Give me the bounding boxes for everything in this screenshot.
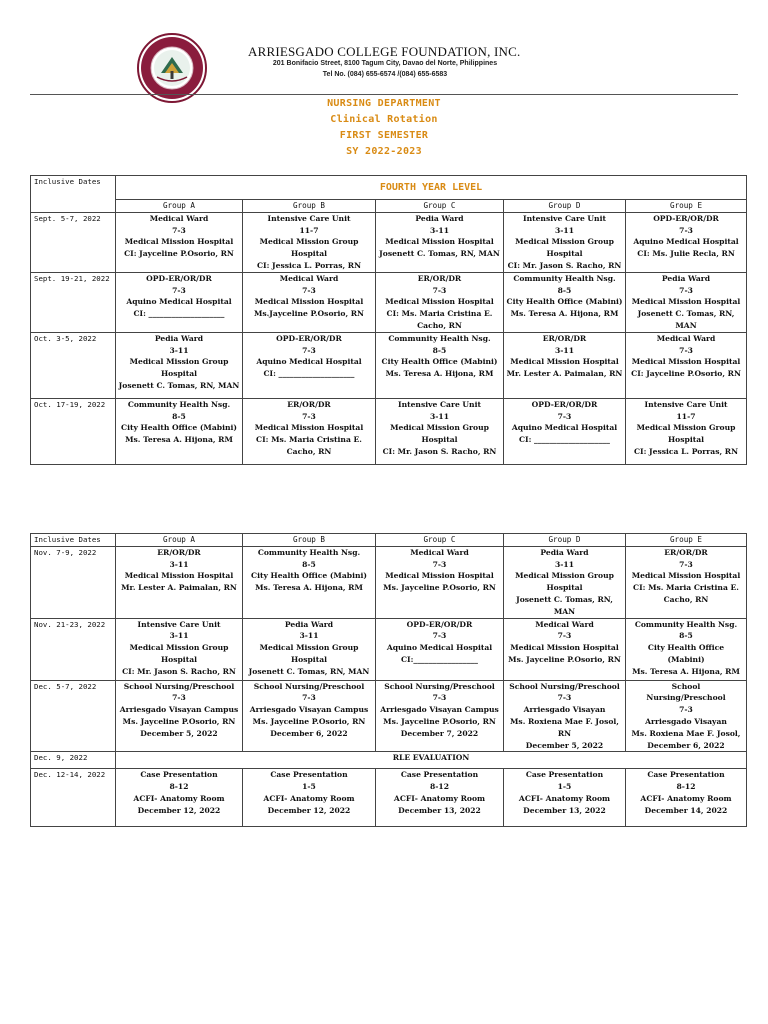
rotation-cell: Medical Ward 7-3 Medical Mission Hospital CI: Jayceline P.Osorio, RN (116, 212, 243, 272)
header-divider (30, 94, 738, 95)
row-date: Dec. 5-7, 2022 (31, 680, 116, 752)
rotation-cell: Community Health Nsg. 8-5 City Health Office (Mabini) Ms. Teresa A. Hijona, RM (626, 618, 747, 680)
rotation-cell: Pedia Ward 3-11 Medical Mission Hospital Josenett C. Tomas, RN, MAN (376, 212, 504, 272)
rotation-cell: Case Presentation 1-5 ACFI- Anatomy Room December 12, 2022 (243, 769, 376, 827)
department-title: NURSING DEPARTMENT (327, 98, 441, 109)
rotation-cell: Community Health Nsg. 8-5 City Health Office (Mabini) Ms. Teresa A. Hijona, RM (376, 332, 504, 398)
group-b-header: Group B (243, 534, 376, 547)
table-row (31, 272, 747, 332)
table-row (31, 398, 747, 464)
rotation-cell: ER/OR/DR 7-3 Medical Mission Hospital CI: Ms. Maria Cristina E. Cacho, RN (243, 398, 376, 464)
rotation-cell: Pedia Ward 3-11 Medical Mission Group Hospital Josenett C. Tomas, RN, MAN (243, 618, 376, 680)
group-e-header: Group E (626, 200, 747, 213)
rotation-cell: ER/OR/DR 7-3 Medical Mission Hospital CI: Ms. Maria Cristina E. Cacho, RN (376, 272, 504, 332)
rotation-cell: School Nursing/Preschool 7-3 Arriesgado Visayan Campus Ms. Jayceline P.Osorio, RN December 7, 2022 (376, 680, 504, 752)
inclusive-dates-header: Inclusive Dates (31, 534, 116, 547)
table-row (31, 332, 747, 398)
rotation-cell: ER/OR/DR 3-11 Medical Mission Hospital Mr. Lester A. Paimalan, RN (116, 546, 243, 618)
semester-title: FIRST SEMESTER (339, 130, 429, 141)
table-row (31, 752, 747, 769)
rotation-cell: School Nursing/Preschool 7-3 Arriesgado Visayan Campus Ms. Jayceline P.Osorio, RN December 6, 2022 (243, 680, 376, 752)
rotation-cell: OPD-ER/OR/DR 7-3 Aquino Medical Hospital CI: ____________________ (504, 398, 626, 464)
rotation-cell: Medical Ward 7-3 Medical Mission Hospital Ms. Jayceline P.Osorio, RN (504, 618, 626, 680)
rotation-cell: Case Presentation 8-12 ACFI- Anatomy Room December 13, 2022 (376, 769, 504, 827)
group-e-header: Group E (626, 534, 747, 547)
row-date: Dec. 12-14, 2022 (31, 769, 116, 827)
group-b-header: Group B (243, 200, 376, 213)
group-d-header: Group D (504, 534, 626, 547)
rotation-cell: OPD-ER/OR/DR 7-3 Aquino Medical Hospital CI: ____________________ (116, 272, 243, 332)
rotation-cell: Intensive Care Unit 3-11 Medical Mission Group Hospital CI: Mr. Jason S. Racho, RN (504, 212, 626, 272)
row-date: Nov. 7-9, 2022 (31, 546, 116, 618)
inclusive-dates-header: Inclusive Dates (31, 176, 116, 213)
school-telephone: Tel No. (084) 655-6574 /(084) 655-6583 (322, 71, 448, 78)
rotation-cell: Case Presentation 1-5 ACFI- Anatomy Room December 13, 2022 (504, 769, 626, 827)
group-c-header: Group C (376, 534, 504, 547)
rotation-cell: Intensive Care Unit 11-7 Medical Mission Group Hospital CI: Jessica L. Porras, RN (243, 212, 376, 272)
rotation-table-2 (30, 533, 747, 827)
rotation-cell: School Nursing/Preschool 7-3 Arriesgado Visayan Ms. Roxiena Mae F. Josol, RN December 5, 2022 (504, 680, 626, 752)
college-seal-icon (137, 33, 207, 103)
rotation-cell: Community Health Nsg. 8-5 City Health Office (Mabini) Ms. Teresa A. Hijona, RM (504, 272, 626, 332)
rotation-cell: OPD-ER/OR/DR 7-3 Aquino Medical Hospital CI:_________________ (376, 618, 504, 680)
rotation-cell: School Nursing/Preschool 7-3 Arriesgado Visayan Ms. Roxiena Mae F. Josol, December 6, 2022 (626, 680, 747, 752)
school-year-title: SY 2022-2023 (346, 146, 422, 157)
row-date: Nov. 21-23, 2022 (31, 618, 116, 680)
row-date: Sept. 19-21, 2022 (31, 272, 116, 332)
rotation-cell: ER/OR/DR 3-11 Medical Mission Hospital Mr. Lester A. Paimalan, RN (504, 332, 626, 398)
rotation-cell: Medical Ward 7-3 Medical Mission Hospital Ms. Jayceline P.Osorio, RN (376, 546, 504, 618)
row-date: Oct. 3-5, 2022 (31, 332, 116, 398)
rotation-cell: Pedia Ward 3-11 Medical Mission Group Hospital Josenett C. Tomas, RN, MAN (116, 332, 243, 398)
rotation-cell: Intensive Care Unit 3-11 Medical Mission Group Hospital CI: Mr. Jason S. Racho, RN (376, 398, 504, 464)
school-address: 201 Bonifacio Street, 8100 Tagum City, Davao del Norte, Philippines (272, 60, 498, 67)
table-row (31, 546, 747, 618)
year-level-header: FOURTH YEAR LEVEL (116, 176, 747, 200)
table-row (31, 769, 747, 827)
row-date: Oct. 17-19, 2022 (31, 398, 116, 464)
row-date: Sept. 5-7, 2022 (31, 212, 116, 272)
rotation-title: Clinical Rotation (330, 114, 438, 125)
rotation-cell: OPD-ER/OR/DR 7-3 Aquino Medical Hospital CI: ____________________ (243, 332, 376, 398)
rotation-cell: Case Presentation 8-12 ACFI- Anatomy Room December 12, 2022 (116, 769, 243, 827)
group-d-header: Group D (504, 200, 626, 213)
rotation-cell: ER/OR/DR 7-3 Medical Mission Hospital CI: Ms. Maria Cristina E. Cacho, RN (626, 546, 747, 618)
rotation-cell: Community Health Nsg. 8-5 City Health Office (Mabini) Ms. Teresa A. Hijona, RM (243, 546, 376, 618)
table-row (31, 618, 747, 680)
rotation-cell: Pedia Ward 7-3 Medical Mission Hospital Josenett C. Tomas, RN, MAN (626, 272, 747, 332)
rotation-table-1 (30, 175, 747, 465)
table-row (31, 212, 747, 272)
rotation-cell: Community Health Nsg. 8-5 City Health Office (Mabini) Ms. Teresa A. Hijona, RM (116, 398, 243, 464)
rotation-cell: OPD-ER/OR/DR 7-3 Aquino Medical Hospital CI: Ms. Julie Recla, RN (626, 212, 747, 272)
row-date: Dec. 9, 2022 (31, 752, 116, 769)
group-a-header: Group A (116, 534, 243, 547)
rotation-cell: School Nursing/Preschool 7-3 Arriesgado Visayan Campus Ms. Jayceline P.Osorio, RN December 5, 2022 (116, 680, 243, 752)
rotation-cell: Intensive Care Unit 11-7 Medical Mission Group Hospital CI: Jessica L. Porras, RN (626, 398, 747, 464)
rotation-cell: Medical Ward 7-3 Medical Mission Hospital CI: Jayceline P.Osorio, RN (626, 332, 747, 398)
group-a-header: Group A (116, 200, 243, 213)
table-row (31, 680, 747, 752)
school-name: ARRIESGADO COLLEGE FOUNDATION, INC. (248, 44, 521, 59)
rotation-cell: Pedia Ward 3-11 Medical Mission Group Hospital Josenett C. Tomas, RN, MAN (504, 546, 626, 618)
rotation-cell: Intensive Care Unit 3-11 Medical Mission Group Hospital CI: Mr. Jason S. Racho, RN (116, 618, 243, 680)
rle-evaluation-cell: RLE EVALUATION (116, 752, 747, 769)
rotation-cell: Medical Ward 7-3 Medical Mission Hospital Ms.Jayceline P.Osorio, RN (243, 272, 376, 332)
group-c-header: Group C (376, 200, 504, 213)
rotation-cell: Case Presentation 8-12 ACFI- Anatomy Room December 14, 2022 (626, 769, 747, 827)
